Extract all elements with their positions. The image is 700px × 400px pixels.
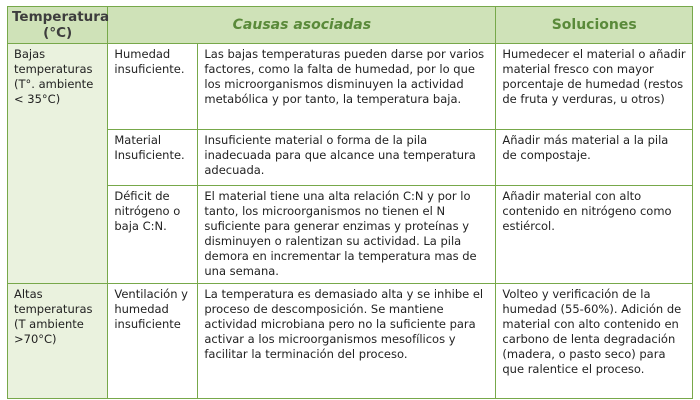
solution-cell: Añadir más material a la pila de compostaje. [496,130,693,186]
compost-temperature-table [7,6,693,399]
table-row [8,130,693,186]
cause-cell: Insuficiente material o forma de la pila inadecuada para que alcance una temperatura adecuada. [198,130,496,186]
compost-temperature-table-container [7,6,693,395]
group-bajas-temperaturas: Bajas temperaturas (T°. ambiente < 35°C) [8,44,108,284]
factor-cell: Humedad insuficiente. [108,44,198,130]
table-row [8,284,693,399]
header-soluciones: Soluciones [496,7,693,44]
factor-cell: Material Insuficiente. [108,130,198,186]
table-row [8,44,693,130]
header-temperatura: Temperatura (°C) [8,7,108,44]
factor-cell: Déficit de nitrógeno o baja C:N. [108,186,198,284]
table-row [8,186,693,284]
solution-cell: Añadir material con alto contenido en nitrógeno como estiércol. [496,186,693,284]
factor-cell: Ventilación y humedad insuficiente [108,284,198,399]
solution-cell: Volteo y verificación de la humedad (55-60%). Adición de material con alto contenido en carbono de lenta degradación (madera, o pasto seco) para que ralentice el proceso. [496,284,693,399]
group-altas-temperaturas: Altas temperaturas (T ambiente >70°C) [8,284,108,399]
header-causas-asociadas: Causas asociadas [108,7,496,44]
solution-cell: Humedecer el material o añadir material fresco con mayor porcentaje de humedad (restos de fruta y verduras, u otros) [496,44,693,130]
cause-cell: Las bajas temperaturas pueden darse por varios factores, como la falta de humedad, por lo que los microorganismos disminuyen la actividad metabólica y por tanto, la temperatura baja. [198,44,496,130]
cause-cell: La temperatura es demasiado alta y se inhibe el proceso de descomposición. Se mantiene actividad microbiana pero no la suficiente para activar a los microorganismos mesofílicos y facilitar la terminación del proceso. [198,284,496,399]
cause-cell: El material tiene una alta relación C:N y por lo tanto, los microorganismos no tienen el N suficiente para generar enzimas y proteínas y disminuyen o ralentizan su actividad. La pila demora en incrementar la temperatura mas de una semana. [198,186,496,284]
